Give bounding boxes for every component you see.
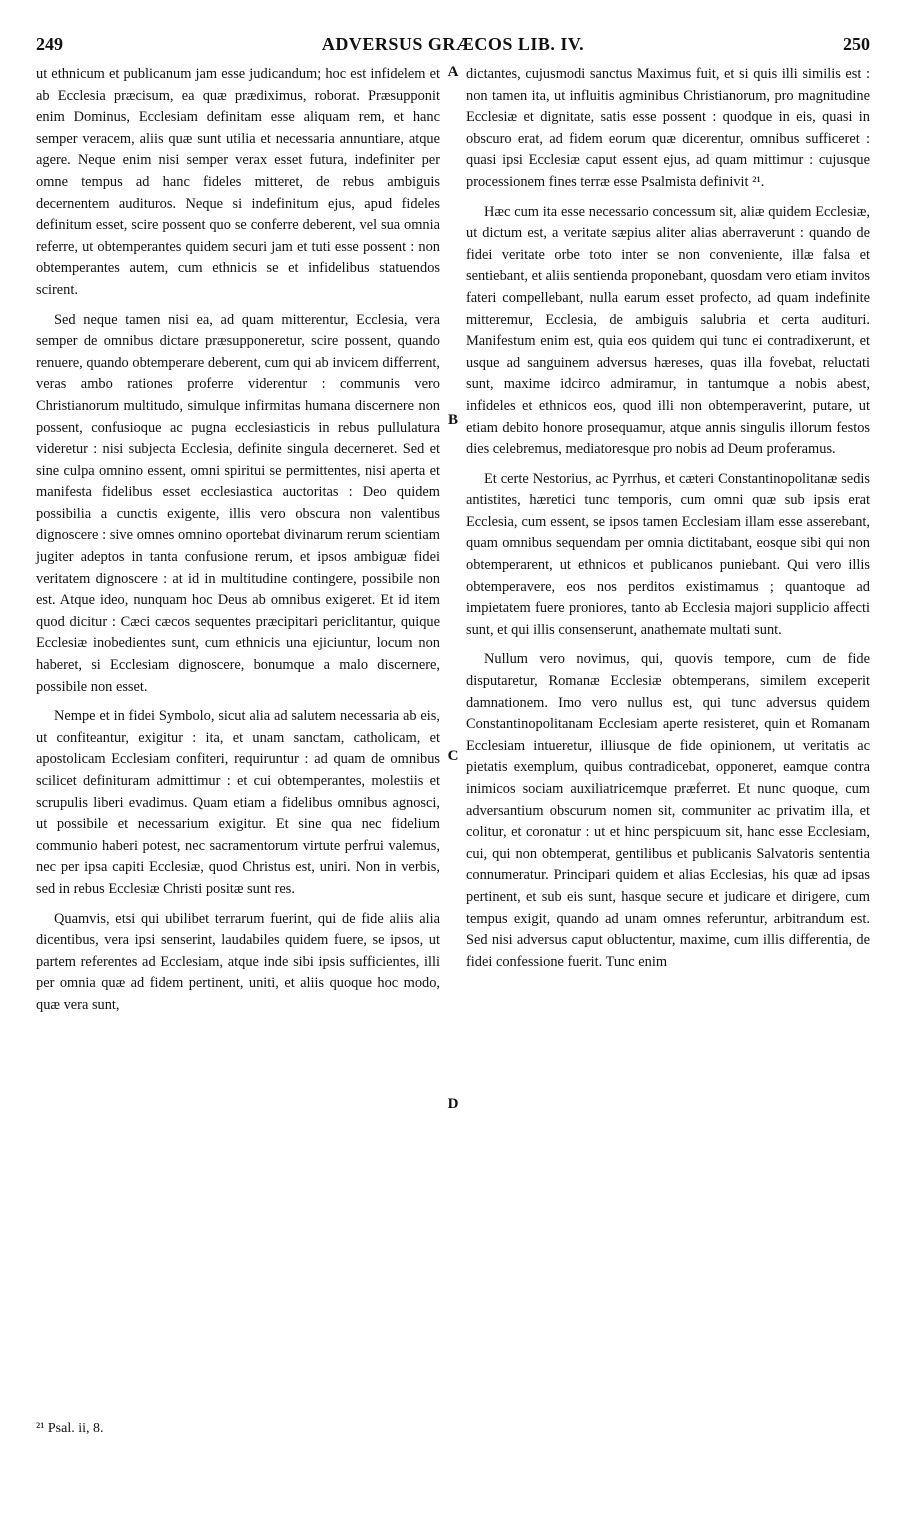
paragraph: Et certe Nestorius, ac Pyrrhus, et cæteri Constantinopolitanæ sedis antistites, hæretici tunc temporis, cum omni quæ sub ipsis erat Ecclesia, cum essent, se ipsos tamen Ecclesiam illam esse asserebant, quam omnibus sequendam per omnia dictitabant, eosque sibi qui non obtemperarent, ut ethnicos et publicanos puniebant. Qui vero illis obtemperavere, eos nos perditos existimamus ; quantoque ad impietatem fuere proniores, tanto ab Ecclesia majori supplicio affecti sunt, et qui illis consenserunt, anathemate multati sunt. — [466, 470, 870, 638]
running-title: ADVERSUS GRÆCOS LIB. IV. — [321, 34, 585, 54]
running-header — [36, 34, 870, 60]
paragraph: ut ethnicum et publicanum jam esse judicandum; hoc est infidelem et ab Ecclesia præcisum, ea quæ prædiximus, roborat. Præsupponit enim Dominus, Ecclesiam definitam esse aliquam rem, et hanc semper veracem, aliis quæ sunt utilia et necessaria annuntiare, atque agere. Neque enim nisi semper verax esset futura, indefiniter per omne tempus ad hanc fideles mitteret, de rebus ambiguis decernentem audituros. Neque si indefinitum ejus, apud fideles definitum esset, scire possent quo se conferre deberent, vel sua omnia referre, ut obtemperantes quidem securi jam et tuti esse possent : non obtemperantes autem, cum ethnicis se et infidelibus statuendos scirent. — [36, 66, 440, 298]
paragraph: dictantes, cujusmodi sanctus Maximus fuit, et si quis illi similis est : non tamen ita, ut influitis agminibus Christianorum, pro magnitudine Ecclesiæ et dignitate, satis esse possent : quodque in eis, quasi in obscuro erat, ad fidem eorum quæ dicerentur, omnibus sufficeret : quasi ipsi Ecclesiæ caput essent ejus, ad quam mittimur : cujusque processionem fines terræ esse Psalmista definivit ²¹. — [466, 66, 870, 190]
margin-letter-b: B — [447, 412, 458, 428]
page-number-left: 249 — [36, 34, 63, 54]
left-column — [36, 64, 440, 1025]
margin-letter-d: D — [447, 1096, 459, 1112]
paragraph: Quamvis, etsi qui ubilibet terrarum fuerint, qui de fide aliis alia dicentibus, vera ipsi senserint, laudabiles quidem fuere, se ipsos, ut partem referentes ad Ecclesiam, atque inde sibi ipsis sufficientes, illi per omnia quæ ad fidem pertinent, uniti, et aliis quoque hoc modo, quæ vera sunt, — [36, 910, 440, 1013]
paragraph: Sed neque tamen nisi ea, ad quam mitterentur, Ecclesia, vera semper de omnibus dictare præsupponeretur, scire possent, quando renuere, quando obtemperare deberent, cum qui ab invicem differrent, veras ambo rationes proferre viderentur : communis vero Christianorum multitudo, simulque infirmitas humana discernere non possent, confusioque ac pugna ecclesiasticis in rebus pullulatura videretur : nisi subjecta Ecclesia, definite singula decerneret. Sed et sine culpa omnino essent, omni spiritui se permittentes, nisi aperta et manifesta fidelibus esset ecclesiastica auctoritas : Deo quidem possibilia a cunctis exigente, illis vero obscura non valentibus dignoscere : sive omnes omnino oportebat divinarum rerum scientiam jugiter adeptos in tanta confusione rerum, et ipsos ambiguæ fidei veritatem dignoscere : at id in multitudine contingere, possibile non est. Atque ideo, nunquam hoc Deus ab omnibus exigeret. Et id item quod dicitur : Cæci cæcos sequentes præcipitari periclitantur, quique Ecclesiæ inobedientes sunt, cum ethnicis una ejiciuntur, locum non haberet, si Ecclesiam dignoscere, bonumque a malo discernere, possibile non esset. — [36, 311, 440, 695]
footnote: ²¹ Psal. ii, 8. — [36, 1421, 104, 1436]
margin-letter-c: C — [447, 748, 459, 764]
paragraph: Nullum vero novimus, qui, quovis tempore, cum de fide disputaretur, Romanæ Ecclesiæ obtemperans, similem exceperit damnationem. Imo vero nullus est, qui tunc adversus quidem Constantinopolitanam Ecclesiam aperte resisteret, quin et Romanam Ecclesiam intueretur, illiusque de fide opinionem, ut veritatis ac pietatis exemplum, quibus contradicebat, opponeret, eamque contra inimicos sociam auxiliatricemque præferret. Et nunc quoque, cum adversantium obscurum nomen sit, communiter ac privatim illa, et colitur, et coronatur : ut et hinc perspicuum sit, hanc esse Ecclesiam, cui, qui non obtemperat, gentilibus et publicanis Salvatoris sententia connumeratur. Principari quidem et alias Ecclesias, his quæ ad ipsas pertinent, et sub eis sunt, hasque secure et judicare et dirigere, cum tempus exigit, quando ad unam omnes referuntur, arbitrandum est. Sed nisi adversus caput obluctentur, maxime, cum illis differentia, de fidei confessione fuerit. Tunc enim — [466, 651, 870, 970]
page-number-right: 250 — [843, 34, 870, 54]
paragraph: Nempe et in fidei Symbolo, sicut alia ad salutem necessaria ab eis, ut confiteantur, exigitur : ita, et unam sanctam, catholicam, et apostolicam Ecclesiam confiteri, requiruntur : ad quam de omnibus scilicet definituram admittimur : et cui obtemperantes, molestiis et scrupulis liberi evadimus. Quam etiam a fidelibus omnibus agnosci, ut possibile et necessarium exigitur. Et sine qua nec fidelium communio haberi potest, nec sacramentorum virtute perfrui valemus, nec per ipsa capiti Ecclesiæ, quod Christus est, uniri. Non in verbis, sed in rebus Ecclesiæ Christi positæ sunt res. — [36, 708, 440, 897]
margin-letter-a: A — [447, 64, 459, 80]
paragraph: Hæc cum ita esse necessario concessum sit, aliæ quidem Ecclesiæ, ut dictum est, a veritate sæpius aliter alias aberraverunt : quando de fidei veritate orbe toto inter se non conveniente, illæ falsa et sentiebant, et aliis sentienda proponebant, quosdam vero etiam invitos fateri compellebant, nulla earum esset profecto, ad quam indefinite mitteremur, Ecclesia, de ambiguis salubria et certa audituri. Manifestum enim est, quia eos quidem qui tunc ei contradixerunt, et usque ad sanguinem adversus hæreses, quas illa fovebat, reluctati sunt, maxime idcirco admiramur, in tantumque a nobis abest, infideles et ethnicos eos, quod illi non obtemperaverint, putare, ut etiam debito honore prosequamur, atque annis singulis illorum festos dies celebremus, mediatoresque pro nobis ad Deum proferamus. — [466, 203, 870, 458]
right-column — [466, 64, 870, 981]
